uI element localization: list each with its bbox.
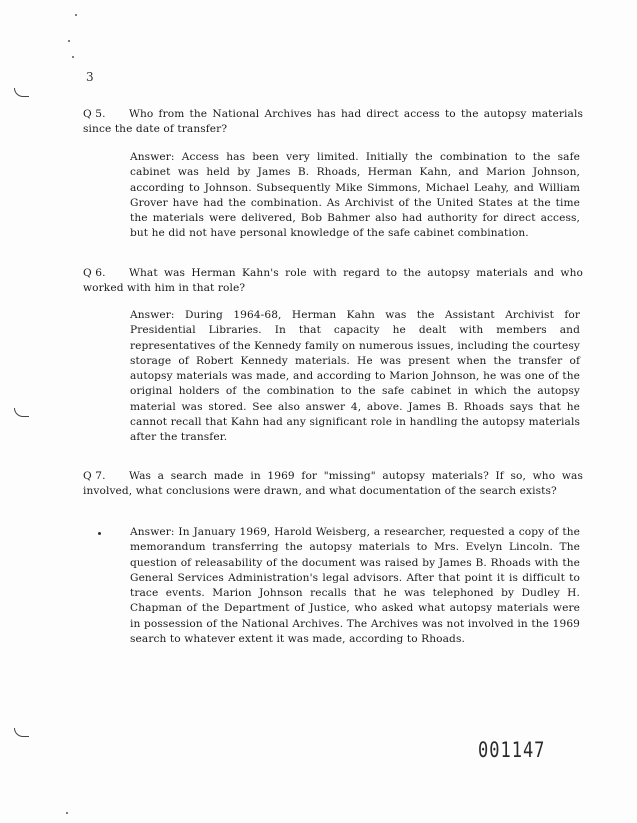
- binding-mark: [14, 408, 29, 417]
- stray-mark: [98, 532, 101, 535]
- answer-q7: Answer: In January 1969, Harold Weisberg, a researcher, requested a copy of the memorandum transferring the autopsy materials to Mrs. Evelyn Lincoln. The question of releasability of the document was raised by James B. Rhoads with the General Services Administration's legal advisors. After that point it is difficult to trace events. Marion Johnson recalls that he was telephoned by Dudley H. Chapman of the Department of Justice, who asked what autopsy materials were in possession of the National Archives. The Archives was not involved in the 1969 search to whatever extent it was made, according to Rhoads.: [130, 526, 580, 646]
- scan-speck: [66, 812, 68, 814]
- scan-speck: [68, 40, 70, 42]
- question-number: Q 5.: [83, 108, 106, 120]
- question-q6: [83, 266, 583, 297]
- question-number: Q 6.: [83, 267, 106, 279]
- document-number-stamp: 001147: [478, 738, 546, 763]
- question-text: Who from the National Archives has had direct access to the autopsy materials since the date of transfer?: [83, 108, 583, 136]
- question-text: Was a search made in 1969 for "missing" autopsy materials? If so, who was involved, what conclusions were drawn, and what documentation of the search exists?: [83, 470, 583, 498]
- question-number: Q 7.: [83, 470, 106, 482]
- question-q5: [83, 107, 583, 138]
- page-number: 3: [86, 70, 94, 84]
- binding-mark: [14, 88, 29, 97]
- binding-mark: [14, 728, 29, 737]
- answer-q6: Answer: During 1964-68, Herman Kahn was the Assistant Archivist for Presidential Libraries. In that capacity he dealt with members and representatives of the Kennedy family on numerous issues, including the courtesy storage of Robert Kennedy materials. He was present when the transfer of autopsy materials was made, and according to Marion Johnson, he was one of the original holders of the combination to the safe cabinet in which the autopsy material was stored. See also answer 4, above. James B. Rhoads says that he cannot recall that Kahn had any significant role in handling the autopsy materials after the transfer.: [130, 309, 580, 444]
- scan-speck: [72, 56, 74, 58]
- scan-speck: [75, 14, 77, 16]
- question-text: What was Herman Kahn's role with regard to the autopsy materials and who worked with him in that role?: [83, 267, 583, 295]
- answer-q5: Answer: Access has been very limited. Initially the combination to the safe cabinet was held by James B. Rhoads, Herman Kahn, and Marion Johnson, according to Johnson. Subsequently Mike Simmons, Michael Leahy, and William Grover have had the combination. As Archivist of the United States at the time the materials were delivered, Bob Bahmer also had authority for direct access, but he did not have personal knowledge of the safe cabinet combination.: [130, 151, 580, 240]
- question-q7: [83, 469, 583, 500]
